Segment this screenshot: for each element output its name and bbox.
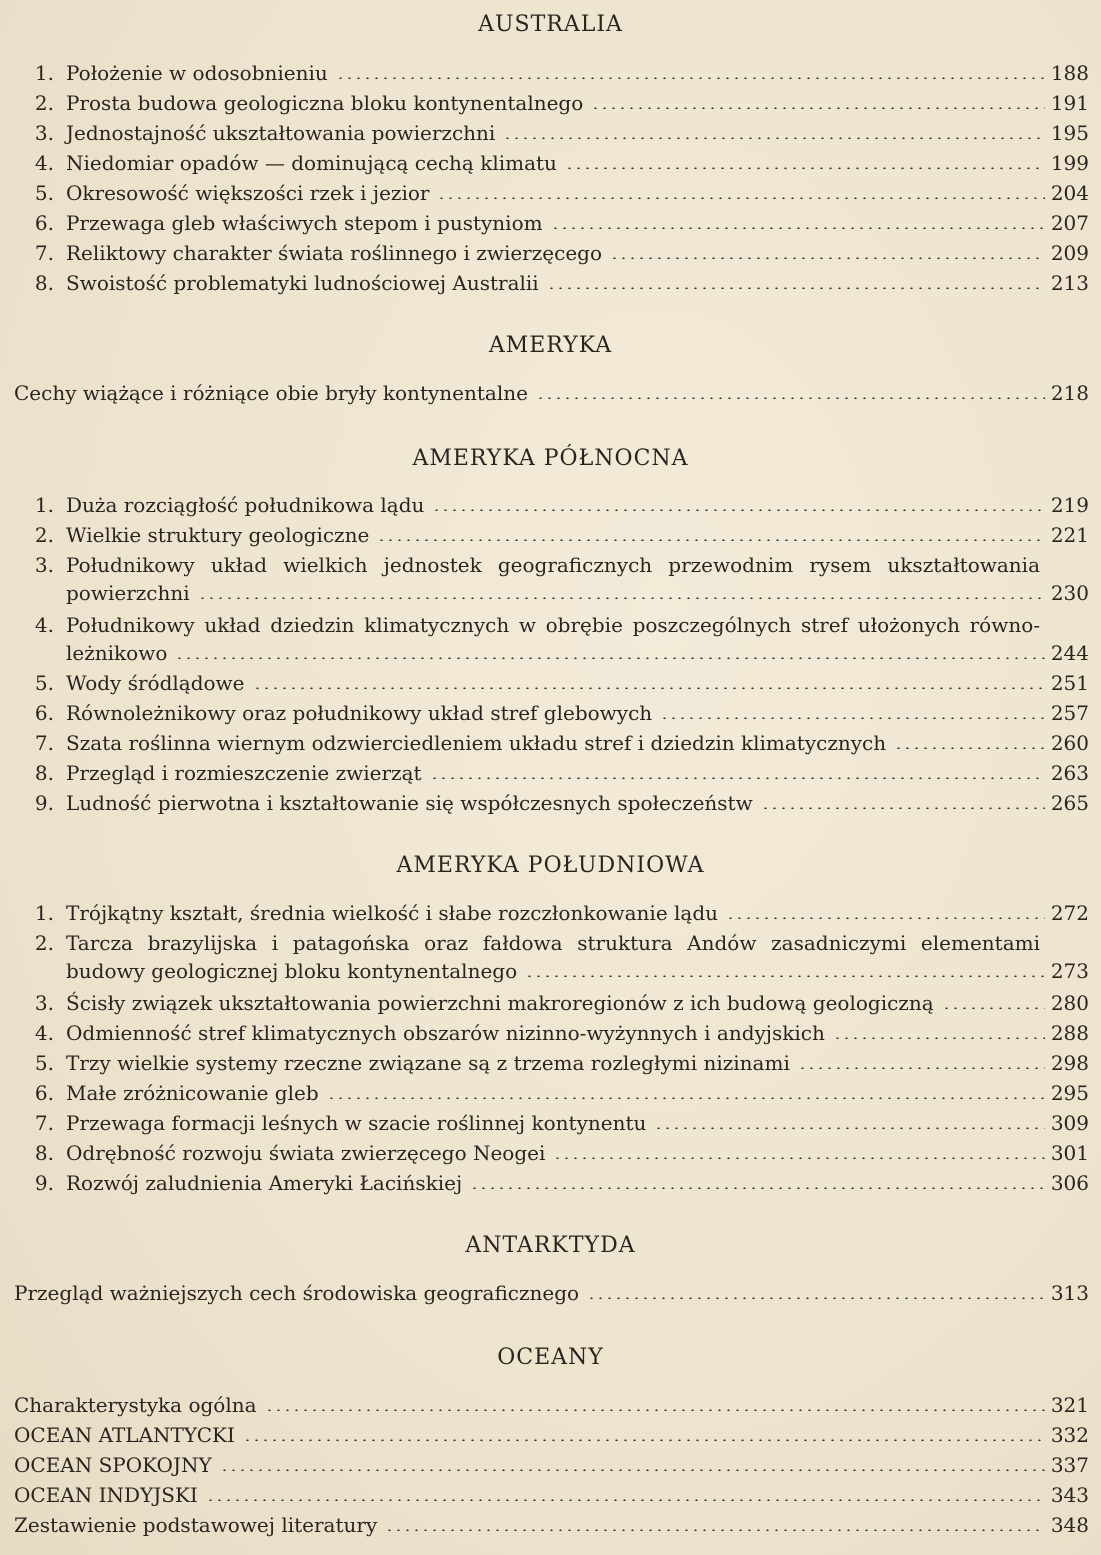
page-number: 219 — [1050, 493, 1089, 517]
toc-entry[interactable] — [0, 238, 1101, 268]
entry-number: 4. — [34, 1021, 54, 1045]
entry-number: 3. — [34, 553, 54, 577]
entry-title: OCEAN SPOKOJNY — [14, 1453, 212, 1477]
page-number: 257 — [1050, 701, 1089, 725]
dot-leader — [587, 1297, 1045, 1299]
entry-number: 6. — [34, 1081, 54, 1105]
dot-leader — [610, 257, 1045, 259]
entry-title: Ludność pierwotna i kształtowanie się współczesnych społeczeństw — [66, 791, 753, 815]
entry-title-continuation: powierzchni — [66, 581, 190, 605]
toc-entry[interactable] — [0, 1480, 1101, 1510]
page-number: 204 — [1050, 181, 1089, 205]
toc-entry[interactable] — [0, 728, 1101, 758]
entry-title: Swoistość problematyki ludnościowej Australii — [66, 271, 539, 295]
toc-entry[interactable] — [0, 898, 1101, 928]
entry-number: 2. — [34, 523, 54, 547]
section-heading: AMERYKA — [488, 333, 613, 358]
toc-entry[interactable] — [0, 1390, 1101, 1420]
entry-number: 5. — [34, 1051, 54, 1075]
entry-title: Odrębność rozwoju świata zwierzęcego Neogei — [66, 1141, 546, 1165]
page-number: 263 — [1050, 761, 1089, 785]
entry-title: Duża rozciągłość południkowa lądu — [66, 493, 425, 517]
toc-entry[interactable] — [0, 208, 1101, 238]
toc-entry[interactable] — [0, 1078, 1101, 1108]
page-number: 260 — [1050, 731, 1089, 755]
page-number: 230 — [1050, 581, 1089, 605]
toc-entry[interactable] — [0, 668, 1101, 698]
entry-number: 2. — [34, 91, 54, 115]
entry-title: Cechy wiążące i różniące obie bryły kontynentalne — [14, 381, 528, 405]
entry-title: Położenie w odosobnieniu — [66, 61, 328, 85]
page-number: 207 — [1050, 211, 1089, 235]
entry-title: OCEAN INDYJSKI — [14, 1483, 198, 1507]
dot-leader — [253, 687, 1045, 689]
dot-leader — [327, 1097, 1045, 1099]
dot-leader — [336, 77, 1045, 79]
page-number: 337 — [1050, 1453, 1089, 1477]
entry-title: Przewaga gleb właściwych stepom i pustyniom — [66, 211, 543, 235]
dot-leader — [432, 509, 1044, 511]
entry-number: 2. — [34, 931, 54, 955]
section-heading: AUSTRALIA — [478, 12, 623, 37]
entry-title: Ścisły związek ukształtowania powierzchni makroregionów z ich budową geologiczną — [66, 991, 934, 1015]
page-number: 195 — [1050, 121, 1089, 145]
dot-leader — [536, 397, 1045, 399]
entry-title: Równoleżnikowy oraz południkowy układ stref glebowych — [66, 701, 653, 725]
page-number: 343 — [1050, 1483, 1089, 1507]
page-number: 295 — [1050, 1081, 1089, 1105]
page-number: 332 — [1050, 1423, 1089, 1447]
toc-entry[interactable] — [0, 788, 1101, 818]
toc-entry[interactable] — [0, 988, 1101, 1018]
entry-number: 9. — [34, 1171, 54, 1195]
entry-number: 9. — [34, 791, 54, 815]
entry-number: 1. — [34, 901, 54, 925]
dot-leader — [565, 167, 1045, 169]
dot-leader — [265, 1409, 1045, 1411]
entry-title: Prosta budowa geologiczna bloku kontynentalnego — [66, 91, 584, 115]
entry-number: 4. — [34, 613, 54, 637]
page-number: 321 — [1050, 1393, 1089, 1417]
dot-leader — [591, 107, 1045, 109]
dot-leader — [377, 539, 1045, 541]
toc-entry[interactable] — [0, 88, 1101, 118]
toc-entry[interactable] — [0, 928, 1101, 983]
dot-leader — [761, 807, 1045, 809]
entry-title: Małe zróżnicowanie gleb — [66, 1081, 319, 1105]
dot-leader — [198, 597, 1045, 599]
entry-title: Zestawienie podstawowej literatury — [14, 1513, 378, 1537]
entry-title: Jednostajność ukształtowania powierzchni — [66, 121, 496, 145]
page-number: 273 — [1050, 959, 1089, 983]
entry-title: Odmienność stref klimatycznych obszarów nizinno-wyżynnych i andyjskich — [66, 1021, 825, 1045]
dot-leader — [470, 1187, 1045, 1189]
dot-leader — [437, 197, 1044, 199]
entry-title: Przewaga formacji leśnych w szacie roślinnej kontynentu — [66, 1111, 647, 1135]
entry-number: 4. — [34, 151, 54, 175]
page-number: 209 — [1050, 241, 1089, 265]
section-heading: ANTARKTYDA — [465, 1233, 636, 1258]
toc-entry[interactable] — [0, 1168, 1101, 1198]
entry-number: 5. — [34, 671, 54, 695]
toc-entry[interactable] — [0, 758, 1101, 788]
toc-entry[interactable] — [0, 490, 1101, 520]
dot-leader — [833, 1037, 1045, 1039]
entry-title: Rozwój zaludnienia Ameryki Łacińskiej — [66, 1171, 463, 1195]
entry-number: 8. — [34, 761, 54, 785]
entry-number: 3. — [34, 121, 54, 145]
dot-leader — [660, 717, 1045, 719]
toc-entry[interactable] — [0, 1510, 1101, 1540]
dot-leader — [525, 975, 1045, 977]
page-number: 272 — [1050, 901, 1089, 925]
toc-entry[interactable] — [0, 520, 1101, 550]
entry-number: 7. — [34, 241, 54, 265]
toc-entry[interactable] — [0, 1420, 1101, 1450]
entry-title: Południkowy układ wielkich jednostek geograficznych przewodnim rysem ukształtowania — [66, 553, 1040, 577]
toc-entry[interactable] — [0, 1048, 1101, 1078]
dot-leader — [206, 1499, 1045, 1501]
entry-title: Przegląd ważniejszych cech środowiska geograficznego — [14, 1281, 580, 1305]
entry-number: 6. — [34, 701, 54, 725]
page-number: 251 — [1050, 671, 1089, 695]
entry-number: 8. — [34, 271, 54, 295]
entry-number: 1. — [34, 493, 54, 517]
page-number: 280 — [1050, 991, 1089, 1015]
toc-entry[interactable] — [0, 378, 1101, 408]
dot-leader — [547, 287, 1045, 289]
page-number: 221 — [1050, 523, 1089, 547]
dot-leader — [798, 1067, 1045, 1069]
toc-entry[interactable] — [0, 698, 1101, 728]
entry-title-continuation: leżnikowo — [66, 641, 168, 665]
toc-entry[interactable] — [0, 1108, 1101, 1138]
entry-number: 1. — [34, 61, 54, 85]
page-number: 218 — [1050, 381, 1089, 405]
dot-leader — [551, 227, 1045, 229]
toc-entry[interactable] — [0, 268, 1101, 298]
toc-entry[interactable] — [0, 1278, 1101, 1308]
dot-leader — [654, 1127, 1044, 1129]
page-number: 288 — [1050, 1021, 1089, 1045]
entry-title: Wielkie struktury geologiczne — [66, 523, 370, 547]
dot-leader — [430, 777, 1045, 779]
page-number: 348 — [1050, 1513, 1089, 1537]
page-number: 301 — [1050, 1141, 1089, 1165]
entry-number: 5. — [34, 181, 54, 205]
dot-leader — [175, 657, 1044, 659]
entry-title: Trzy wielkie systemy rzeczne związane są z trzema rozległymi nizinami — [66, 1051, 790, 1075]
page-number: 188 — [1050, 61, 1089, 85]
page-number: 191 — [1050, 91, 1089, 115]
dot-leader — [726, 917, 1045, 919]
toc-entry[interactable] — [0, 58, 1101, 88]
toc-entry[interactable] — [0, 1018, 1101, 1048]
entry-title: Przegląd i rozmieszczenie zwierząt — [66, 761, 422, 785]
page-number: 265 — [1050, 791, 1089, 815]
entry-title: Południkowy układ dziedzin klimatycznych w obrębie poszczególnych stref ułożonych równo- — [66, 613, 1040, 637]
dot-leader — [942, 1007, 1045, 1009]
entry-title: Niedomiar opadów — dominującą cechą klimatu — [66, 151, 557, 175]
dot-leader — [553, 1157, 1044, 1159]
entry-number: 8. — [34, 1141, 54, 1165]
toc-entry[interactable] — [0, 178, 1101, 208]
page-number: 199 — [1050, 151, 1089, 175]
page-number: 213 — [1050, 271, 1089, 295]
section-heading: AMERYKA PÓŁNOCNA — [412, 446, 689, 471]
toc-entry[interactable] — [0, 1450, 1101, 1480]
entry-number: 7. — [34, 1111, 54, 1135]
entry-title: Charakterystyka ogólna — [14, 1393, 257, 1417]
entry-title: Trójkątny kształt, średnia wielkość i słabe rozczłonkowanie lądu — [66, 901, 719, 925]
toc-entry[interactable] — [0, 1138, 1101, 1168]
toc-entry[interactable] — [0, 610, 1101, 665]
entry-title-continuation: budowy geologicznej bloku kontynentalnego — [66, 959, 518, 983]
entry-number: 3. — [34, 991, 54, 1015]
dot-leader — [894, 747, 1045, 749]
dot-leader — [220, 1469, 1045, 1471]
entry-title: Szata roślinna wiernym odzwierciedleniem układu stref i dziedzin klimatycznych — [66, 731, 887, 755]
page-number: 306 — [1050, 1171, 1089, 1195]
dot-leader — [243, 1439, 1045, 1441]
page-number: 309 — [1050, 1111, 1089, 1135]
entry-number: 7. — [34, 731, 54, 755]
page-number: 313 — [1050, 1281, 1089, 1305]
entry-title: Tarcza brazylijska i patagońska oraz fałdowa struktura Andów zasadniczymi elementami — [66, 931, 1040, 955]
entry-title: Wody śródlądowe — [66, 671, 245, 695]
entry-title: Reliktowy charakter świata roślinnego i zwierzęcego — [66, 241, 602, 265]
page-number: 244 — [1050, 641, 1089, 665]
page-number: 298 — [1050, 1051, 1089, 1075]
section-heading: OCEANY — [497, 1345, 604, 1370]
toc-entry[interactable] — [0, 118, 1101, 148]
entry-number: 6. — [34, 211, 54, 235]
toc-entry[interactable] — [0, 550, 1101, 605]
dot-leader — [503, 137, 1044, 139]
toc-entry[interactable] — [0, 148, 1101, 178]
entry-title: Okresowość większości rzek i jezior — [66, 181, 430, 205]
entry-title: OCEAN ATLANTYCKI — [14, 1423, 235, 1447]
dot-leader — [385, 1529, 1045, 1531]
section-heading: AMERYKA POŁUDNIOWA — [396, 853, 705, 878]
